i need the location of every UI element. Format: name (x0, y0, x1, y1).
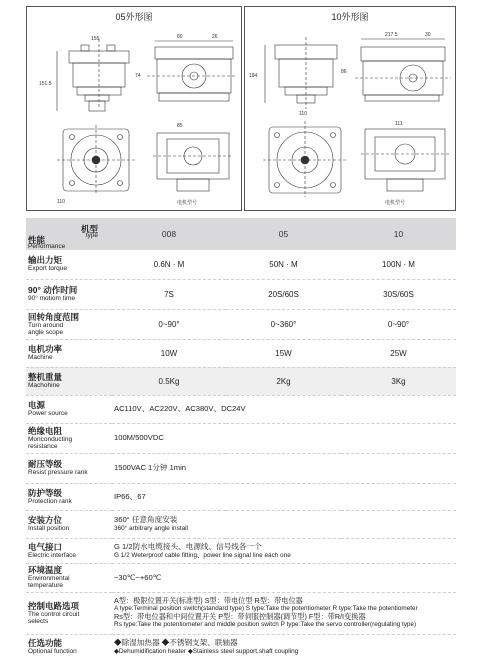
dim-10-height: 184 (249, 73, 258, 79)
wide-value-cell (112, 395, 456, 423)
table-row-electric (26, 538, 456, 563)
dim-10-depth: 86 (341, 69, 347, 75)
value-cell: 15W (226, 339, 341, 367)
value-cell: 10W (112, 339, 226, 367)
row-label-cn: 耐压等级 (28, 459, 63, 469)
row-label-en: angle scope (28, 328, 64, 336)
wide-value-text-en: ◆Dehumidification heater ◆Stainless steel support,shaft coupling (114, 648, 299, 656)
actuator-side-view (57, 39, 129, 111)
flange-front-view (263, 121, 347, 197)
dim-05-height: 151.5 (39, 81, 52, 87)
table-row-angle-scope (26, 309, 456, 339)
table-header-row (26, 218, 456, 250)
row-label-en: temperature (28, 582, 64, 589)
dim-05-width: 80 (177, 34, 183, 40)
model-05-header: 05 (226, 218, 341, 250)
performance-label-cn: 性能 (28, 235, 46, 245)
value-cell: 2Kg (226, 367, 341, 395)
wide-value-text: −30℃~+60℃ (114, 572, 162, 582)
control-line: Rs型：带电位器和中间位置开关 P型：带伺服控制器(调节型) F型：带R/I变换器 (114, 612, 366, 621)
control-line: A型：极限位置开关(标准型) S型：带电位型 R型：带电位器 (114, 596, 303, 605)
control-line: A type:Terminal position switch(standard type) S type:Take the potentiometer R type:Take the potentiometer (114, 605, 418, 612)
row-label-cn: 安装方位 (28, 515, 63, 525)
row-label-en: Machohine (28, 382, 60, 389)
wide-value-text: 360° 任意角度安装 (114, 515, 178, 524)
header-corner-cell (26, 218, 112, 250)
row-label-en: Export torque (28, 265, 68, 273)
row-label-en: selects (28, 617, 49, 625)
wide-value-cell (112, 634, 456, 660)
drawing-10-title: 10外形图 (331, 12, 369, 22)
value-cell: 0.5Kg (112, 367, 226, 395)
value-cell: 0~360° (226, 309, 341, 339)
table-row-install (26, 510, 456, 538)
base-bottom-view (361, 129, 451, 191)
row-label-en: Machine (28, 354, 53, 361)
wide-value-text: G 1/2防水电缆接头、电源线、信号线各一个 (114, 541, 262, 551)
dim-05-base: 85 (177, 123, 183, 129)
row-label-en: Protection rank (28, 497, 72, 505)
dim-05-top: 155 (91, 36, 100, 42)
row-label-en: Environmental (28, 575, 70, 582)
drawing-05-svg (27, 7, 243, 212)
wide-value-cell (112, 510, 456, 538)
table-row-optional (26, 634, 456, 660)
table-row-weight (26, 367, 456, 395)
wide-value-text: IP66、67 (114, 491, 146, 501)
actuator-top-view (355, 39, 451, 101)
wide-value-cell (112, 453, 456, 483)
row-label-en: Optional function (28, 648, 77, 656)
row-label-en: Electric interface (28, 551, 77, 559)
dim-10-base-width: 111 (395, 121, 403, 127)
row-label-en: Install position (28, 525, 70, 532)
wide-value-cell (112, 538, 456, 563)
performance-label-en: Performance (28, 243, 66, 250)
value-cell: 100N · M (341, 250, 456, 279)
row-label-cn: 绝缘电阻 (28, 425, 63, 436)
control-line: Rs type:Take the potentiometer and middle position switch P type:Take the servo controller(regulating type) (114, 621, 417, 628)
type-label-en: type (85, 232, 98, 239)
row-label-en: resistance (28, 442, 58, 450)
row-label-cn: 输出力矩 (28, 255, 63, 266)
row-label-en: Resist pressure rank (28, 469, 88, 476)
table-row-motion-time (26, 279, 456, 309)
wide-value-text: AC110V、AC220V、AC380V、DC24V (114, 404, 246, 413)
value-cell: 30S/60S (341, 279, 456, 309)
row-label-cn: 90° 动作时间 (28, 285, 78, 295)
table-row-insulation (26, 423, 456, 453)
row-label-cn: 电气接口 (28, 541, 63, 552)
drawing-05-panel (26, 6, 242, 211)
table-row-power-source (26, 395, 456, 423)
wide-value-text: 100M/500VDC (114, 433, 164, 442)
table-row-torque (26, 250, 456, 279)
table-row-motor-power (26, 339, 456, 367)
value-cell: 3Kg (341, 367, 456, 395)
table-row-temperature (26, 563, 456, 592)
wide-value-text: ◆除湿加热器 ◆不锈钢支架、联轴器 (114, 638, 238, 648)
drawing-05-caption: 电机型号 (177, 200, 198, 206)
row-label-cn: 控制电路选项 (28, 600, 80, 611)
row-label-cn: 任选功能 (28, 638, 63, 649)
base-bottom-view (153, 133, 233, 191)
dim-05-depth: 74 (135, 73, 141, 79)
actuator-top-view (147, 41, 237, 101)
wide-value-text-en: 360° arbitrary angle install (114, 525, 188, 532)
row-label-en: 90° motiom time (28, 295, 76, 302)
wide-value-cell (112, 563, 456, 592)
drawing-10-caption: 电机型号 (385, 200, 406, 206)
drawing-05-title: 05外形图 (115, 12, 153, 22)
value-cell: 50N · M (226, 250, 341, 279)
table-row-pressure-rank (26, 453, 456, 483)
table-row-control-circuit (26, 592, 456, 634)
model-10-header: 10 (341, 218, 456, 250)
wide-value-cell (112, 423, 456, 453)
table-row-protection (26, 483, 456, 510)
spec-table (26, 218, 456, 660)
wide-value-text: 1500VAC 1分钟 1min (114, 463, 187, 472)
dim-10-offset: 30 (425, 32, 431, 38)
wide-value-text-en: G 1/2 Weterproof cable fitting、power line signal line each one (114, 551, 291, 559)
value-cell: 20S/60S (226, 279, 341, 309)
row-label-cn: 电源 (28, 400, 46, 410)
value-cell: 0~90° (341, 309, 456, 339)
row-label-en: Turn around (28, 321, 64, 329)
wide-value-cell (112, 483, 456, 510)
value-cell: 0~90° (112, 309, 226, 339)
wide-value-cell (112, 592, 456, 634)
row-label-cn: 电机功率 (28, 344, 63, 354)
value-cell: 7S (112, 279, 226, 309)
dim-05-offset: 26 (212, 34, 218, 40)
dim-10-width: 217.5 (385, 32, 398, 38)
row-label-cn: 防护等级 (28, 487, 63, 498)
value-cell: 25W (341, 339, 456, 367)
dim-10-base: 110 (299, 111, 307, 117)
drawing-10-panel (244, 6, 456, 211)
dimension-drawings (26, 6, 456, 211)
value-cell: 0.6N · M (112, 250, 226, 279)
row-label-en: The control circuit (28, 610, 80, 618)
type-label-cn: 机型 (80, 224, 98, 234)
row-label-en: Power source (28, 410, 68, 417)
row-label-cn: 整机重量 (28, 372, 63, 382)
flange-front-view (57, 125, 135, 195)
actuator-side-view (265, 37, 337, 109)
model-008-header: 008 (112, 218, 226, 250)
row-label-cn: 回转角度范围 (28, 311, 80, 322)
row-label-cn: 环境温度 (28, 565, 63, 575)
dim-05-flange: 110 (57, 199, 65, 205)
row-label-en: Monconducting (28, 435, 73, 443)
drawing-10-svg (245, 7, 457, 212)
